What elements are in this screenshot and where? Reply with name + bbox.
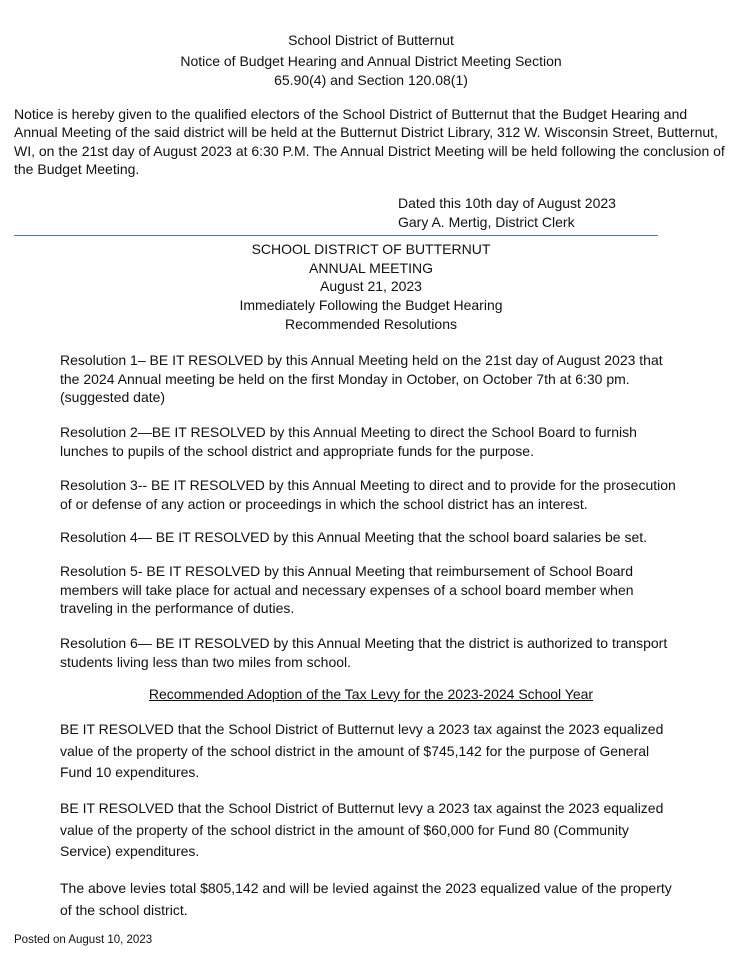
resolution-6: Resolution 6— BE IT RESOLVED by this Annual Meeting that the district is authorized to transport students living less than two miles from school. xyxy=(60,635,668,670)
meeting-district-name: SCHOOL DISTRICT OF BUTTERNUT xyxy=(251,241,491,257)
levy-heading xyxy=(0,685,742,703)
resolution-3: Resolution 3-- BE IT RESOLVED by this Annual Meeting to direct and to provide for the prosecution of or defense of any action or proceedings in which the school district has an interest. xyxy=(60,477,676,512)
posted-date: Posted on August 10, 2023 xyxy=(14,934,153,946)
levy-paragraph-community-service: BE IT RESOLVED that the School District of Butternut levy a 2023 tax against the 2023 equalized value of the property of the school district in the amount of $60,000 for Fund 80 (Community Service) expenditures. xyxy=(60,800,664,860)
header-district-name: School District of Butternut xyxy=(288,32,454,48)
meeting-subtitle: Recommended Resolutions xyxy=(285,316,457,332)
notice-paragraph: Notice is hereby given to the qualified electors of the School District of Butternut that the Budget Hearing and Annual Meeting of the said district will be held at the Butternut District Library, 312 W. Wisconsin Street, Butternut, WI, on the 21st day of August 2023 at 6:30 P.M. The Annual District Meeting will be held following the conclusion of the Budget Meeting. xyxy=(14,106,725,177)
header-statute-section: 65.90(4) and Section 120.08(1) xyxy=(274,72,468,88)
resolution-5: Resolution 5- BE IT RESOLVED by this Annual Meeting that reimbursement of School Board members will take place for actual and necessary expenses of a school board member when traveling in the performance of duties. xyxy=(60,563,634,616)
resolution-4: Resolution 4— BE IT RESOLVED by this Annual Meeting that the school board salaries be set. xyxy=(60,529,648,545)
dated-block xyxy=(398,194,718,231)
levy-paragraph-total: The above levies total $805,142 and will be levied against the 2023 equalized value of the property of the school district. xyxy=(60,880,672,918)
meeting-date: August 21, 2023 xyxy=(320,278,422,294)
meeting-timing: Immediately Following the Budget Hearing xyxy=(239,297,503,313)
header-notice-title: Notice of Budget Hearing and Annual District Meeting Section xyxy=(180,53,562,69)
resolution-2: Resolution 2—BE IT RESOLVED by this Annual Meeting to direct the School Board to furnish lunches to pupils of the school district and appropriate funds for the purpose. xyxy=(60,424,637,459)
dated-line: Dated this 10th day of August 2023 xyxy=(398,195,616,211)
levy-heading-text: Recommended Adoption of the Tax Levy for the 2023-2024 School Year xyxy=(148,686,594,702)
signer-line: Gary A. Mertig, District Clerk xyxy=(398,213,575,230)
section-divider xyxy=(14,235,658,236)
resolution-1: Resolution 1– BE IT RESOLVED by this Annual Meeting held on the 21st day of August 2023 that the 2024 Annual meeting be held on the first Monday in October, on October 7th at 6:30 pm. (suggested date) xyxy=(60,352,663,405)
levy-paragraph-general-fund: BE IT RESOLVED that the School District of Butternut levy a 2023 tax against the 2023 equalized value of the property of the school district in the amount of $745,142 for the purpose of General Fund 10 expenditures. xyxy=(60,721,664,781)
meeting-title: ANNUAL MEETING xyxy=(309,260,433,276)
